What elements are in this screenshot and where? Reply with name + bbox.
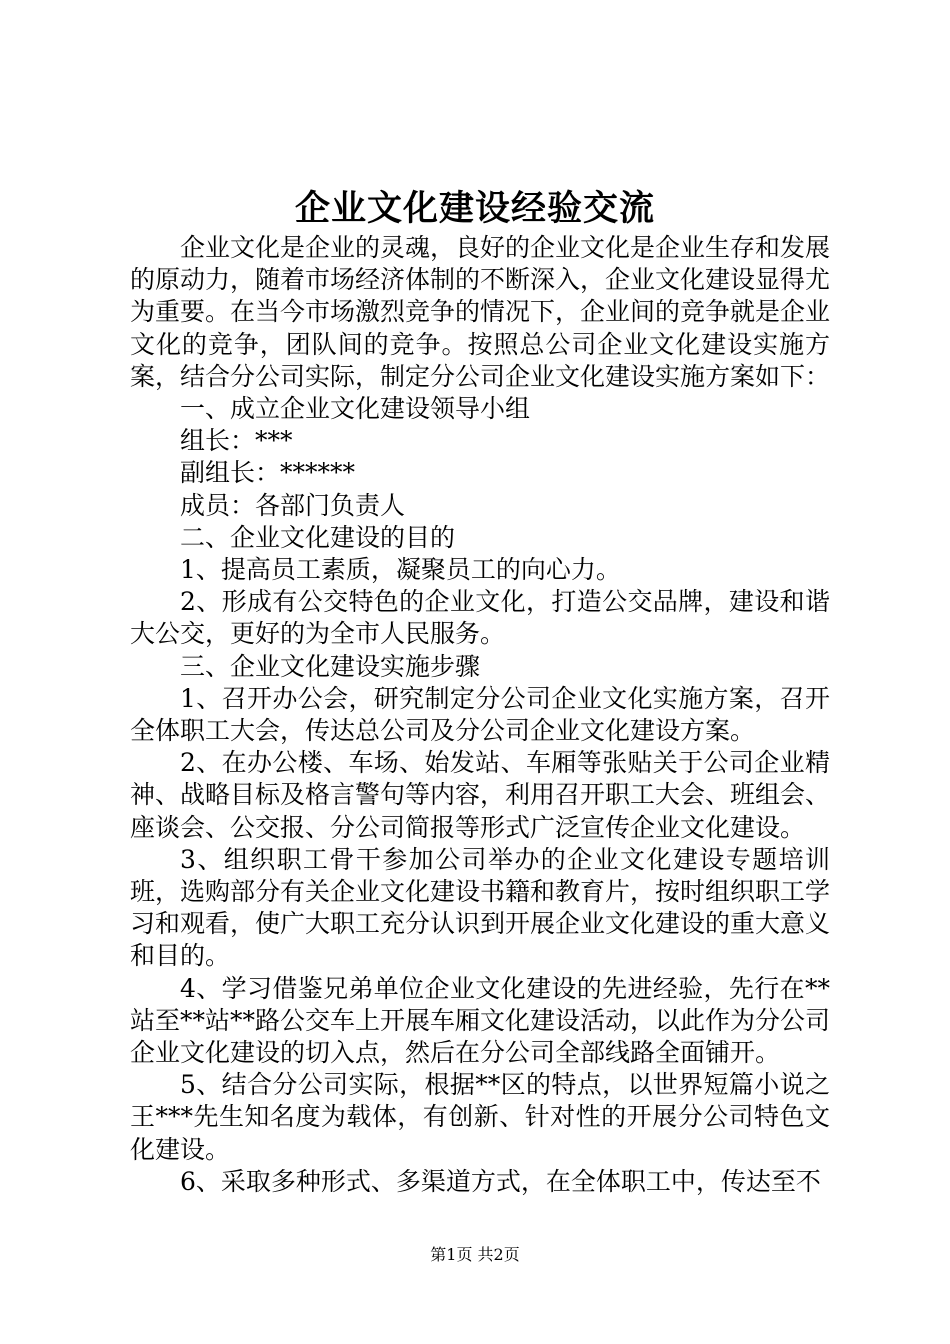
list-item-step-2: 2、在办公楼、车场、始发站、车厢等张贴关于公司企业精神、战略目标及格言警句等内容，利用召开职工大会、班组会、座谈会、公交报、分公司简报等形式广泛宣传企业文化建设。 bbox=[130, 748, 831, 842]
list-item-step-5: 5、结合分公司实际，根据**区的特点，以世界短篇小说之王***先生知名度为载体，有创新、针对性的开展分公司特色文化建设。 bbox=[130, 1070, 830, 1164]
list-item-step-1: 1、召开办公会，研究制定分公司企业文化实施方案，召开全体职工大会，传达总公司及分公司企业文化建设方案。 bbox=[130, 683, 830, 746]
list-item-goal-1: 1、提高员工素质，凝聚员工的向心力。 bbox=[180, 555, 621, 585]
list-item-step-3: 3、组织职工骨干参加公司举办的企业文化建设专题培训班，选购部分有关企业文化建设书籍和教育片，按时组织职工学习和观看，使广大职工充分认识到开展企业文化建设的重大意义和目的。 bbox=[130, 844, 831, 971]
list-item-step-6: 6、采取多种形式、多渠道方式，在全体职工中，传达至不 bbox=[180, 1166, 821, 1196]
list-item-step-4: 4、学习借鉴兄弟单位企业文化建设的先进经验，先行在**站至**站**路公交车上开展车厢文化建设活动，以此作为分公司企业文化建设的切入点，然后在分公司全部线路全面铺开。 bbox=[130, 973, 831, 1068]
paragraph-deputy-leader: 副组长：****** bbox=[180, 458, 356, 488]
list-item-goal-2: 2、形成有公交特色的企业文化，打造公交品牌，建设和谐大公交，更好的为全市人民服务。 bbox=[130, 587, 830, 649]
paragraph-members: 成员：各部门负责人 bbox=[180, 490, 406, 520]
section-heading-2: 二、企业文化建设的目的 bbox=[180, 522, 456, 552]
page-number-footer: 第1页 共2页 bbox=[430, 1245, 520, 1264]
paragraph-leader: 组长：*** bbox=[180, 426, 293, 456]
document-title: 企业文化建设经验交流 bbox=[294, 188, 655, 229]
paragraph-intro: 企业文化是企业的灵魂，良好的企业文化是企业生存和发展的原动力，随着市场经济体制的不断深入，企业文化建设显得尤为重要。在当今市场激烈竞争的情况下，企业间的竞争就是企业文化的竞争，团队间的竞争。按照总公司企业文化建设实施方案，结合分公司实际，制定分公司企业文化建设实施方案如下： bbox=[130, 233, 831, 391]
section-heading-1: 一、成立企业文化建设领导小组 bbox=[180, 394, 531, 424]
section-heading-3: 三、企业文化建设实施步骤 bbox=[180, 651, 481, 681]
document-body bbox=[130, 232, 830, 1198]
